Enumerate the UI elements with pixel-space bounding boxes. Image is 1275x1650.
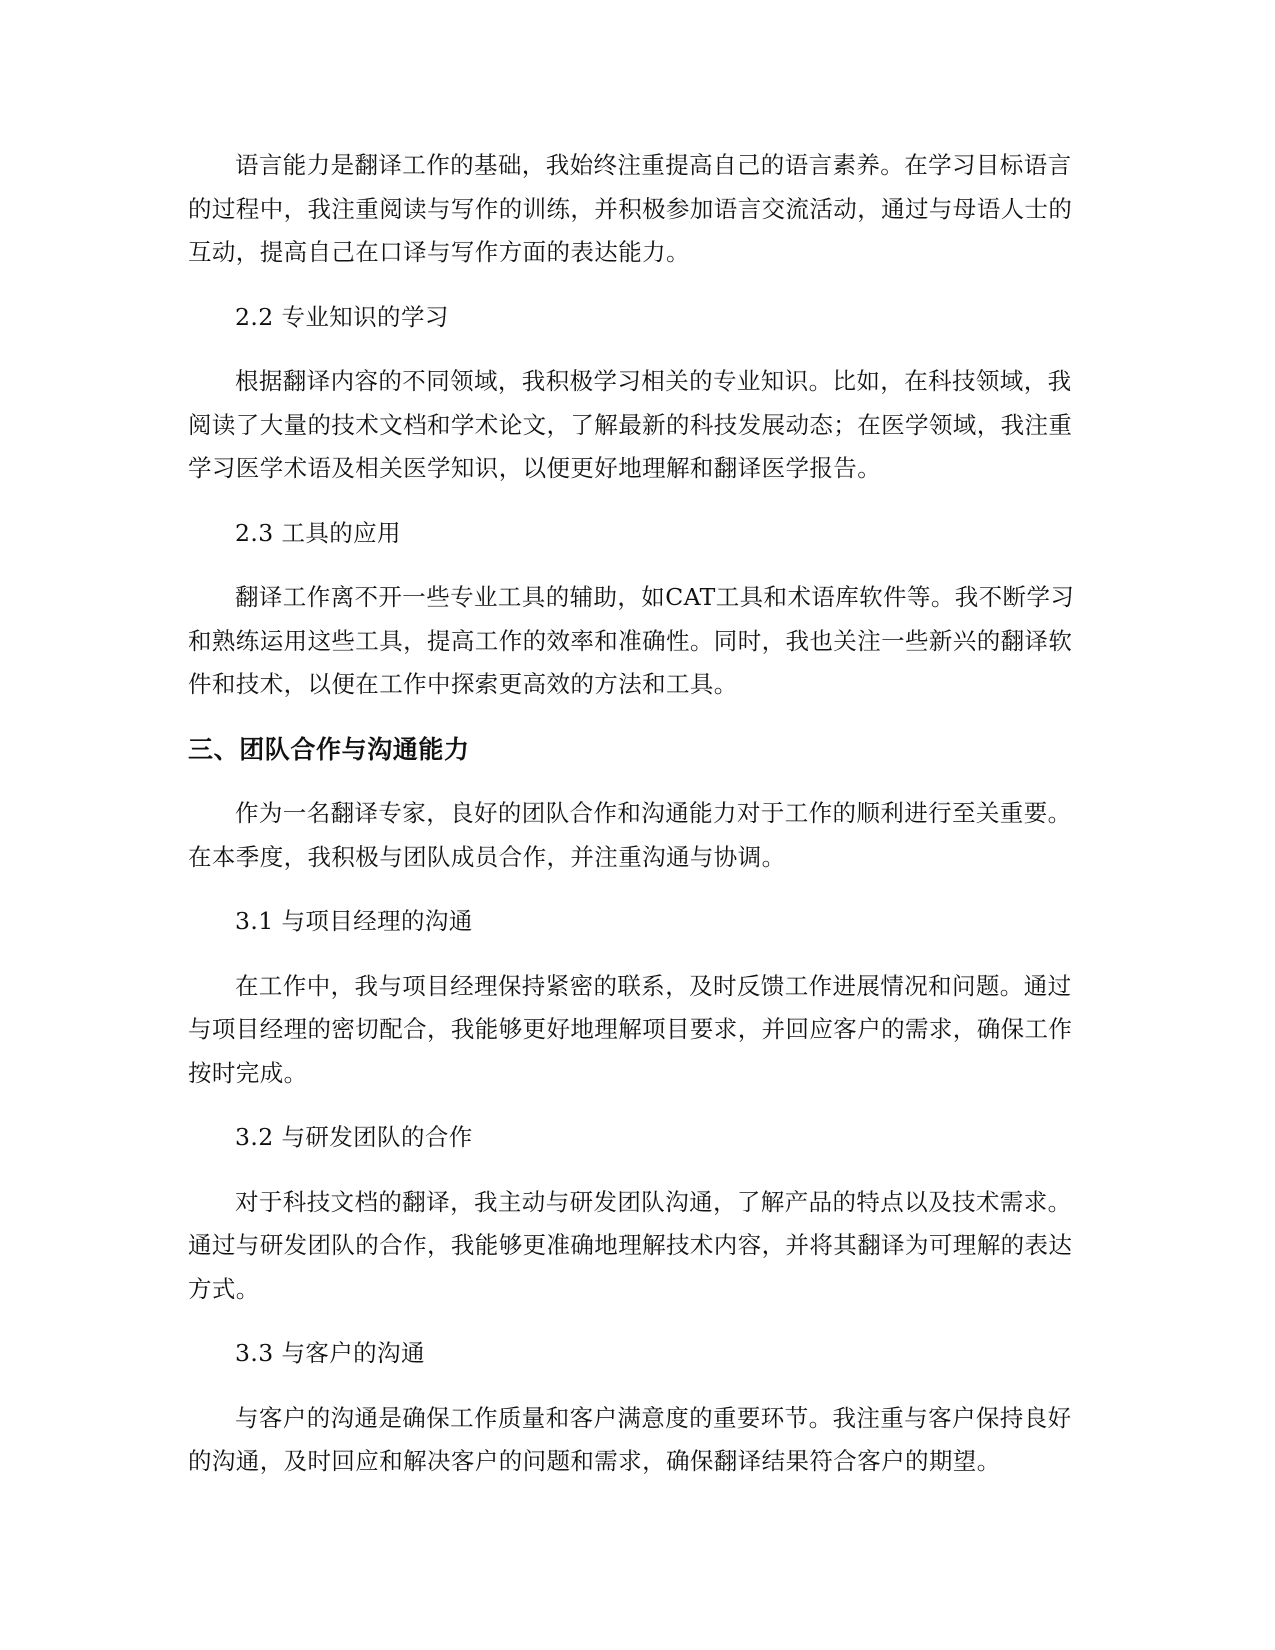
section-title-teamwork: 三、团队合作与沟通能力 — [188, 734, 470, 764]
paragraph-tool-application: 翻译工作离不开一些专业工具的辅助，如CAT工具和术语库软件等。我不断学习和熟练运用这些工具，提高工作的效率和准确性。同时，我也关注一些新兴的翻译软件和技术，以便在工作中探索更高效的方法和工具。 — [188, 583, 1075, 698]
paragraph-client-communication: 与客户的沟通是确保工作质量和客户满意度的重要环节。我注重与客户保持良好的沟通，及时回应和解决客户的问题和需求，确保翻译结果符合客户的期望。 — [188, 1403, 1072, 1475]
paragraph-language-ability: 语言能力是翻译工作的基础，我始终注重提高自己的语言素养。在学习目标语言的过程中，我注重阅读与写作的训练，并积极参加语言交流活动，通过与母语人士的互动，提高自己在口译与写作方面的表达能力。 — [188, 151, 1073, 266]
subheading-2-3: 2.3 工具的应用 — [235, 518, 401, 547]
subheading-3-3: 3.3 与客户的沟通 — [235, 1339, 425, 1367]
subheading-3-2: 3.2 与研发团队的合作 — [235, 1123, 473, 1151]
subheading-3-1: 3.1 与项目经理的沟通 — [235, 907, 473, 935]
document-body — [188, 144, 1088, 1505]
paragraph-rd-team: 对于科技文档的翻译，我主动与研发团队沟通，了解产品的特点以及技术需求。通过与研发团队的合作，我能够更准确地理解技术内容，并将其翻译为可理解的表达方式。 — [188, 1187, 1073, 1303]
paragraph-teamwork-intro: 作为一名翻译专家，良好的团队合作和沟通能力对于工作的顺利进行至关重要。在本季度，我积极与团队成员合作，并注重沟通与协调。 — [188, 799, 1072, 871]
paragraph-professional-knowledge: 根据翻译内容的不同领域，我积极学习相关的专业知识。比如，在科技领域，我阅读了大量的技术文档和学术论文，了解最新的科技发展动态；在医学领域，我注重学习医学术语及相关医学知识，以便更好地理解和翻译医学报告。 — [188, 367, 1073, 482]
subheading-2-2: 2.2 专业知识的学习 — [235, 302, 449, 331]
paragraph-project-manager: 在工作中，我与项目经理保持紧密的联系，及时反馈工作进展情况和问题。通过与项目经理的密切配合，我能够更好地理解项目要求，并回应客户的需求，确保工作按时完成。 — [188, 971, 1073, 1087]
